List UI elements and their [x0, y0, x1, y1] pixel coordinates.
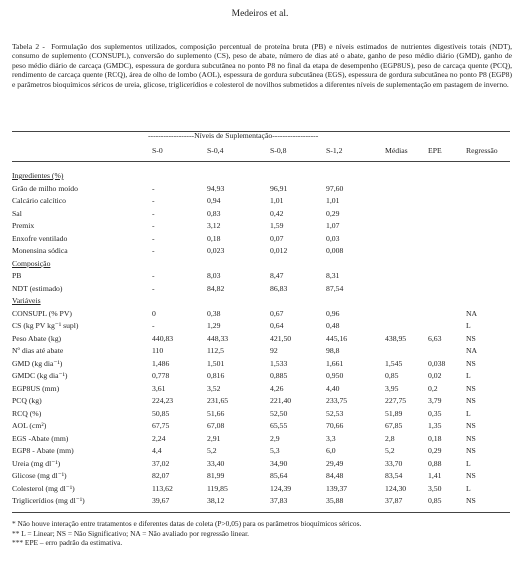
table-cell: 0,885 [270, 371, 288, 380]
table-cell: 2,8 [385, 433, 395, 443]
table-cell: 67,08 [207, 421, 225, 430]
table-cell: 0,83 [207, 208, 221, 218]
table-cell: NA [466, 308, 478, 318]
table-cell: 113,62 [152, 483, 173, 493]
table-cell: 3,12 [207, 221, 221, 230]
row-label: EGS -Abate (mm) [12, 433, 69, 443]
table-cell: 86,83 [270, 283, 288, 293]
table-cell: 1,533 [270, 358, 288, 368]
table-cell: - [152, 183, 155, 193]
table-cell: 33,70 [385, 458, 403, 468]
table-cell: 227,75 [385, 396, 407, 405]
table-cell: 70,66 [326, 421, 344, 430]
table-cell: 2,24 [152, 433, 166, 443]
row-label: PB [12, 271, 22, 280]
table-cell: 0,96 [326, 308, 340, 318]
row-label: EGP8 - Abate (mm) [12, 446, 74, 455]
row-label: Nº dias até abate [12, 346, 64, 355]
table-cell: 0,38 [207, 308, 221, 318]
table-cell: 440,83 [152, 333, 174, 343]
table-cell: NS [466, 496, 476, 505]
table-cell: - [152, 271, 155, 280]
table-cell: 0,816 [207, 371, 225, 380]
row-label: Calcário calcítico [12, 196, 66, 205]
header-bottom-rule [12, 161, 510, 162]
table-cell: - [152, 221, 155, 230]
table-cell: 1,01 [326, 196, 340, 205]
table-cell: 1,35 [428, 421, 442, 430]
table-cell: 84,82 [207, 283, 225, 293]
column-header: Médias [385, 146, 408, 155]
table-cell: 39,67 [152, 496, 170, 505]
table-cell: 1,486 [152, 358, 170, 368]
footnote: * Não houve interação entre tratamentos e diferentes datas de coleta (P>0,05) para os parâmetros bioquímicos séricos. [12, 519, 362, 528]
row-label: PCQ (kg) [12, 396, 42, 405]
table-cell: 85,64 [270, 471, 288, 480]
table-cell: 0,29 [326, 208, 340, 218]
table-cell: NS [466, 396, 476, 405]
table-cell: 98,8 [326, 346, 340, 355]
table-cell: 65,55 [270, 421, 288, 430]
table-cell: 119,85 [207, 483, 228, 493]
table-cell: L [466, 321, 471, 330]
row-label: Ingredientes (%) [12, 171, 64, 180]
table-cell: L [466, 483, 471, 493]
table-bottom-rule [12, 512, 510, 513]
table-cell: 84,48 [326, 471, 344, 480]
table-cell: 82,07 [152, 471, 170, 480]
table-cell: 3,3 [326, 433, 336, 443]
table-cell: NS [466, 383, 476, 393]
table-cell: 81,99 [207, 471, 225, 480]
table-cell: 3,79 [428, 396, 442, 405]
table-cell: 4,4 [152, 446, 162, 455]
table-cell: 0,85 [428, 496, 442, 505]
table-cell: - [152, 321, 155, 330]
table-cell: 8,03 [207, 271, 221, 280]
table-cell: 38,12 [207, 496, 225, 505]
table-cell: 4,26 [270, 383, 284, 393]
table-cell: 445,16 [326, 333, 348, 343]
table-cell: 8,47 [270, 271, 284, 280]
table-cell: 87,54 [326, 283, 344, 293]
table-cell: 5,3 [270, 446, 280, 455]
table-cell: 83,54 [385, 471, 403, 480]
table-cell: L [466, 458, 471, 468]
table-cell: 37,87 [385, 496, 403, 505]
row-label: Premix [12, 221, 35, 230]
table-cell: 5,2 [385, 446, 395, 455]
table-cell: 110 [152, 346, 164, 355]
table-cell: 67,75 [152, 421, 170, 430]
table-cell: 51,89 [385, 408, 403, 418]
table-cell: 0,008 [326, 246, 344, 255]
table-cell: 52,53 [326, 408, 344, 418]
table-cell: 6,63 [428, 333, 442, 343]
table-cell: 0,29 [428, 446, 442, 455]
table-cell: 92 [270, 346, 278, 355]
table-cell: 0 [152, 308, 156, 318]
table-cell: 5,2 [207, 446, 217, 455]
table-cell: 1,29 [207, 321, 221, 330]
table-cell: 0,64 [270, 321, 284, 330]
row-label: Variáveis [12, 296, 41, 305]
table-cell: 6,0 [326, 446, 336, 455]
table-cell: 0,02 [428, 371, 442, 380]
table-cell: - [152, 208, 155, 218]
table-cell: - [152, 246, 155, 255]
row-label: Enxofre ventilado [12, 233, 68, 243]
table-cell: 0,038 [428, 358, 446, 368]
column-header: S-0,4 [207, 146, 224, 155]
table-cell: 3,50 [428, 483, 442, 493]
column-header: S-0,8 [270, 146, 287, 155]
row-label: CONSUPL (% PV) [12, 308, 72, 318]
table-cell: 233,75 [326, 396, 348, 405]
table-cell: 51,66 [207, 408, 225, 418]
table-cell: 29,49 [326, 458, 344, 468]
running-header: Medeiros et al. [231, 9, 289, 19]
row-label: Colesterol (mg dl⁻¹) [12, 483, 75, 493]
table-cell: 231,65 [207, 396, 229, 405]
caption-text: Formulação dos suplementos utilizados, composição percentual de proteína bruta (PB) e níveis estimados de nutrientes digestíveis totais (NDT), consumo de suplemento (CONSUPL), conversão do suplemento (CS), peso de abate, número de dias até o abate, ganho de peso médio diário (GMD), ganho de peso médio diário de carcaça (GMDC), espessura de gordura subcutânea no ponto P8 no final da etapa de desempenho (EGP8US), peso de carcaça quente (PCQ), rendimento de carcaça quente (RCQ), área de olho de lombo (AOL), espessura de gordura subcutânea (EGS), espessura de gordura subcutânea no ponto P8 (EGP8) e parâmetros bioquímicos séricos de ureia, glicose, triglicerídios e colesterol de novilhos submetidos a diferentes níveis de suplementação em pastagem de inverno. [12, 42, 513, 89]
table-cell: NS [466, 421, 476, 430]
table-cell: 8,31 [326, 271, 340, 280]
row-label: Triglicerídios (mg dl⁻¹) [12, 496, 85, 505]
table-cell: - [152, 283, 155, 293]
table-cell: 52,50 [270, 408, 288, 418]
table-cell: 3,61 [152, 383, 166, 393]
table-cell: 1,01 [270, 196, 284, 205]
table-cell: NS [466, 358, 476, 368]
table-cell: 0,2 [428, 383, 438, 393]
row-label: Ureia (mg dl⁻¹) [12, 458, 61, 468]
table-cell: 0,03 [326, 233, 340, 243]
row-label: GMD (kg dia⁻¹) [12, 358, 63, 368]
table-cell: 224,23 [152, 396, 174, 405]
table-cell: 0,778 [152, 371, 170, 380]
footnote: ** L = Linear; NS = Não Significativo; NA = Não avaliado por regressão linear. [12, 528, 249, 538]
column-header: S-0 [152, 146, 163, 155]
table-cell: 97,60 [326, 183, 344, 193]
table-cell: 221,40 [270, 396, 292, 405]
table-cell: L [466, 371, 471, 380]
table-cell: 0,42 [270, 208, 284, 218]
table-cell: 0,67 [270, 308, 284, 318]
row-label: Peso Abate (kg) [12, 333, 62, 343]
row-label: Grão de milho moído [12, 183, 78, 193]
table-cell: NS [466, 433, 476, 443]
row-label: CS (kg PV kg⁻¹ supl) [12, 321, 79, 330]
table-cell: NS [466, 333, 476, 343]
table-cell: 0,88 [428, 458, 442, 468]
column-header: S-1,2 [326, 146, 343, 155]
table-cell: NS [466, 446, 476, 455]
table-label: Tabela 2 - [12, 42, 45, 51]
table-cell: 421,50 [270, 333, 292, 343]
table-cell: 96,91 [270, 183, 288, 193]
table-cell: 0,023 [207, 246, 225, 255]
table-cell: 0,18 [428, 433, 442, 443]
table-cell: 0,012 [270, 246, 288, 255]
table-cell: 4,40 [326, 383, 340, 393]
table-cell: NA [466, 346, 478, 355]
row-label: Monensina sódica [12, 246, 68, 255]
table-cell: 34,90 [270, 458, 288, 468]
table-cell: 0,18 [207, 233, 221, 243]
row-label: AOL (cm²) [12, 421, 47, 430]
row-label: GMDC (kg dia⁻¹) [12, 371, 68, 380]
table-cell: 3,52 [207, 383, 221, 393]
table-cell: 2,91 [207, 433, 221, 443]
table-cell: 37,83 [270, 496, 288, 505]
table-cell: 1,59 [270, 221, 284, 230]
footnote: *** EPE – erro padrão da estimativa. [12, 538, 123, 547]
table-cell: 33,40 [207, 458, 225, 468]
table-cell: 50,85 [152, 408, 170, 418]
table-cell: 139,37 [326, 483, 348, 493]
table-cell: 2,9 [270, 433, 280, 443]
table-cell: 448,33 [207, 333, 229, 343]
row-label: EGP8US (mm) [12, 383, 60, 393]
table-cell: 0,48 [326, 321, 340, 330]
row-label: Composição [12, 258, 51, 268]
table-cell: 124,39 [270, 483, 292, 493]
table-cell: - [152, 233, 155, 243]
table-cell: 1,07 [326, 221, 340, 230]
row-label: Glicose (mg dl⁻¹) [12, 471, 67, 480]
table-cell: NS [466, 471, 476, 480]
table-cell: 35,88 [326, 496, 344, 505]
table-cell: 1,661 [326, 358, 344, 368]
column-header: EPE [428, 146, 442, 155]
table-cell: 1,545 [385, 358, 403, 368]
table-cell: - [152, 196, 155, 205]
table-cell: 112,5 [207, 346, 225, 355]
table-cell: 438,95 [385, 333, 407, 343]
table-cell: 0,950 [326, 371, 344, 380]
table-cell: L [466, 408, 471, 418]
table-cell: 0,35 [428, 408, 442, 418]
table-cell: 0,94 [207, 196, 221, 205]
table-cell: 3,95 [385, 383, 399, 393]
table-caption [12, 42, 512, 89]
table-cell: 0,85 [385, 371, 399, 380]
row-label: Sal [12, 208, 22, 218]
table-cell: 1,41 [428, 471, 442, 480]
column-header: Regressão [466, 146, 498, 155]
row-label: NDT (estimado) [12, 283, 63, 293]
table-cell: 0,07 [270, 233, 284, 243]
table-cell: 67,85 [385, 421, 403, 430]
column-spanner: ------------------Níveis de Suplementação------------------ [148, 131, 319, 140]
row-label: RCQ (%) [12, 408, 42, 418]
table-cell: 1,501 [207, 358, 225, 368]
table-cell: 124,30 [385, 483, 407, 493]
table-cell: 37,02 [152, 458, 170, 468]
table-cell: 94,93 [207, 183, 225, 193]
